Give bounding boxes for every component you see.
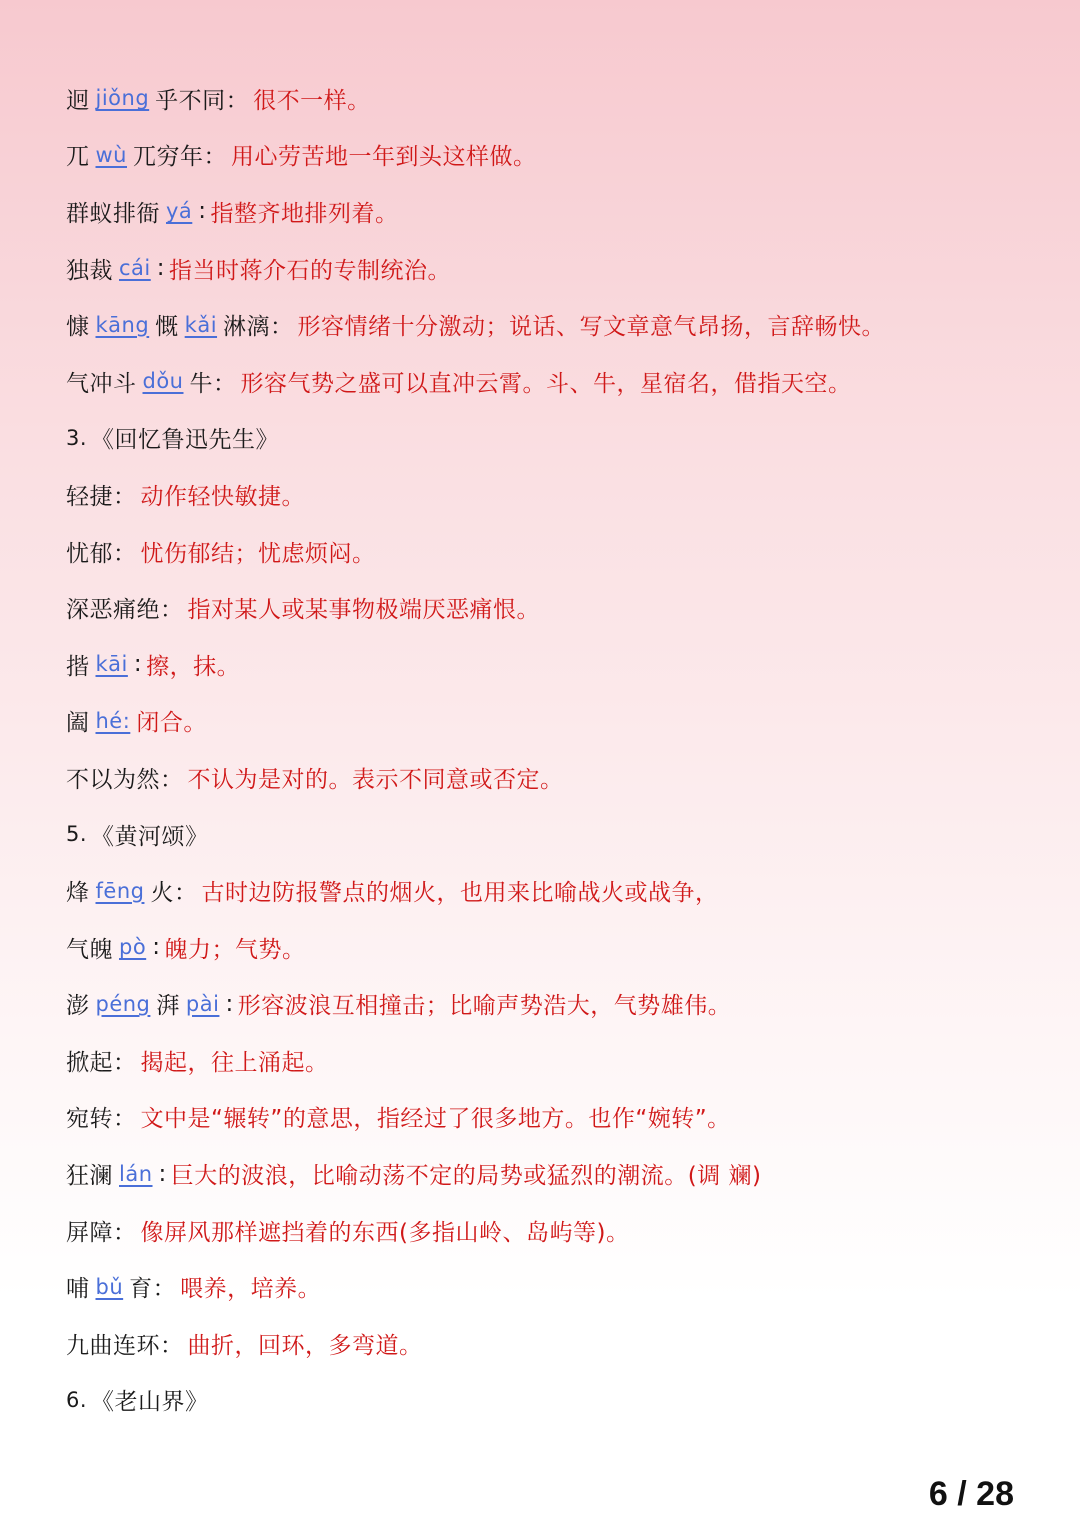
pinyin-annotation: jiǒng: [95, 86, 150, 111]
vocab-term: 揩: [66, 653, 90, 680]
vocab-term: 掀起: [66, 1049, 113, 1076]
section-title: 《老山界》: [91, 1389, 209, 1416]
vocab-term: 烽: [66, 880, 90, 907]
pinyin-annotation: yá: [166, 199, 193, 224]
pinyin-annotation: kāng: [95, 312, 150, 337]
vocab-entry: [66, 70, 1026, 127]
section-number: 3.: [66, 425, 88, 450]
definition-text: 文中是“辗转”的意思，指经过了很多地方。也作“婉转”。: [140, 1106, 731, 1133]
pinyin-annotation: péng: [95, 991, 151, 1016]
definition-text: 像屏风那样遮挡着的东西(多指山岭、岛屿等)。: [140, 1219, 630, 1246]
vocab-entry: [66, 1315, 1026, 1372]
definition-text: 魄力；气势。: [164, 936, 306, 963]
vocab-term: 气冲斗: [66, 370, 137, 397]
definition-text: 闭合。: [136, 710, 207, 737]
vocab-term: 迥: [66, 87, 90, 114]
section-heading: [66, 806, 1026, 863]
definition-text: 指对某人或某事物极端厌恶痛恨。: [187, 597, 540, 624]
vocab-term: 育: [129, 1276, 153, 1303]
definition-text: 很不一样。: [253, 87, 371, 114]
vocab-term: 兀穷年: [133, 144, 204, 171]
vocab-entry: [66, 636, 1026, 693]
vocab-entry: [66, 353, 1026, 410]
vocab-term: 澎: [66, 993, 90, 1020]
vocab-term: 淋漓: [223, 314, 271, 341]
definition-text: 不认为是对的。表示不同意或否定。: [187, 766, 564, 793]
vocab-term: 慨: [155, 314, 179, 341]
vocab-term: 火: [150, 880, 174, 907]
pinyin-annotation: cái: [119, 256, 151, 281]
colon-separator: :: [198, 198, 207, 225]
definition-text: 形容气势之盛可以直冲云霄。斗、牛，星宿名，借指天空。: [240, 370, 852, 397]
section-title: 《黄河颂》: [91, 823, 209, 850]
pinyin-annotation: kāi: [95, 652, 128, 677]
vocab-entry: [66, 1032, 1026, 1089]
vocab-entry: [66, 749, 1026, 806]
definition-text: 擦，抹。: [146, 653, 241, 680]
definition-text: 揭起，往上涌起。: [140, 1049, 329, 1076]
colon-separator: ：: [173, 880, 198, 907]
definition-text: 指当时蒋介石的专制统治。: [169, 257, 451, 284]
vocab-term: 兀: [66, 144, 90, 171]
pinyin-annotation: kǎi: [184, 312, 218, 337]
definition-text: 用心劳苦地一年到头这样做。: [231, 144, 537, 171]
vocab-entry: [66, 523, 1026, 580]
vocab-entry: [66, 466, 1026, 523]
vocab-term: 不以为然: [66, 766, 160, 793]
pinyin-annotation: wù: [95, 142, 127, 167]
section-title: 《回忆鲁迅先生》: [91, 427, 280, 454]
vocab-entry: [66, 1089, 1026, 1146]
colon-separator: :: [156, 255, 165, 282]
vocab-term: 乎不同: [155, 87, 226, 114]
vocab-term: 湃: [156, 993, 180, 1020]
section-heading: [66, 410, 1026, 467]
vocab-term: 阖: [66, 710, 90, 737]
colon-separator: ：: [113, 1219, 137, 1246]
vocab-entry: [66, 579, 1026, 636]
colon-separator: :: [133, 651, 143, 678]
vocab-entry: [66, 1258, 1026, 1315]
vocab-entry: [66, 976, 1026, 1033]
definition-text: 曲折，回环，多弯道。: [187, 1332, 423, 1359]
pinyin-annotation: lán: [119, 1161, 153, 1186]
vocab-term: 轻捷: [66, 483, 113, 510]
pinyin-annotation: fēng: [95, 878, 145, 903]
vocab-entry: [66, 693, 1026, 750]
vocab-term: 慷: [66, 314, 90, 341]
colon-separator: :: [152, 934, 161, 961]
colon-separator: ：: [160, 597, 184, 624]
colon-separator: ：: [152, 1276, 177, 1303]
colon-separator: :: [225, 990, 234, 1017]
vocab-term: 群蚁排衙: [66, 200, 160, 227]
vocab-term: 屏障: [66, 1219, 113, 1246]
colon-separator: ：: [160, 1332, 184, 1359]
vocab-entry: [66, 240, 1026, 297]
vocab-term: 牛: [189, 370, 213, 397]
vocab-entry: [66, 183, 1026, 240]
pinyin-annotation: bǔ: [95, 1274, 124, 1299]
document-body: [66, 70, 1026, 1428]
colon-separator: ：: [225, 87, 250, 114]
colon-separator: ：: [113, 1049, 137, 1076]
definition-text: 指整齐地排列着。: [210, 200, 399, 227]
vocab-term: 忧郁: [66, 540, 113, 567]
pinyin-annotation: dǒu: [142, 369, 184, 394]
definition-text: 古时边防报警点的烟火，也用来比喻战火或战争，: [201, 880, 719, 907]
pinyin-annotation: pài: [185, 991, 220, 1016]
vocab-term: 九曲连环: [66, 1332, 160, 1359]
colon-separator: ：: [270, 314, 294, 341]
definition-text: 忧伤郁结；忧虑烦闷。: [140, 540, 376, 567]
definition-text: 形容波浪互相撞击；比喻声势浩大，气势雄伟。: [237, 993, 732, 1020]
pinyin-annotation: pò: [119, 935, 147, 960]
colon-separator: ：: [113, 483, 137, 510]
vocab-entry: [66, 1145, 1026, 1202]
colon-separator: ：: [160, 766, 184, 793]
pinyin-annotation: hé:: [95, 708, 131, 733]
vocab-entry: [66, 862, 1026, 919]
page-number: 6 / 28: [928, 1475, 1014, 1513]
definition-text: 形容情绪十分激动；说话、写文章意气昂扬，言辞畅快。: [297, 314, 886, 341]
section-number: 6.: [66, 1387, 88, 1412]
colon-separator: ：: [113, 540, 137, 567]
vocab-term: 狂澜: [66, 1163, 113, 1190]
vocab-entry: [66, 127, 1026, 184]
vocab-term: 气魄: [66, 936, 113, 963]
colon-separator: ：: [213, 370, 237, 397]
vocab-term: 宛转: [66, 1106, 113, 1133]
vocab-term: 哺: [66, 1276, 90, 1303]
vocab-entry: [66, 919, 1026, 976]
definition-text: 巨大的波浪，比喻动荡不定的局势或猛烈的潮流。(调 斓): [170, 1163, 762, 1190]
vocab-entry: [66, 296, 1026, 353]
colon-separator: ：: [203, 144, 227, 171]
vocab-entry: [66, 1202, 1026, 1259]
definition-text: 喂养，培养。: [180, 1276, 322, 1303]
vocab-term: 深恶痛绝: [66, 597, 160, 624]
colon-separator: :: [158, 1160, 167, 1187]
colon-separator: ：: [113, 1106, 137, 1133]
section-number: 5.: [66, 822, 88, 847]
definition-text: 动作轻快敏捷。: [140, 483, 305, 510]
section-heading: [66, 1372, 1026, 1429]
vocab-term: 独裁: [66, 257, 113, 284]
